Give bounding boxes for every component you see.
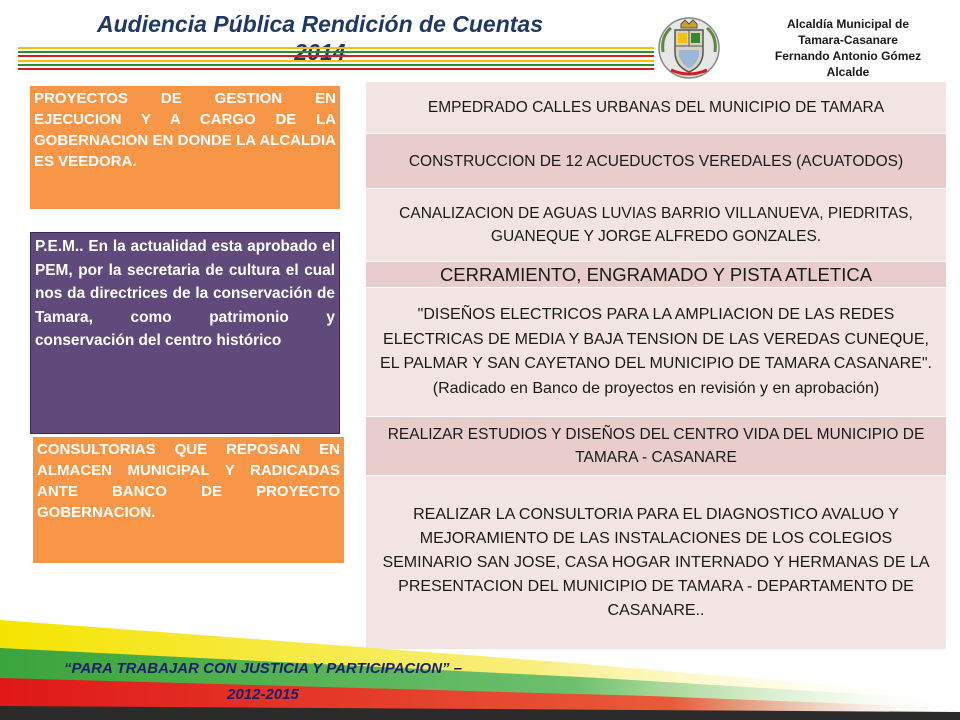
table-row: CANALIZACION DE AGUAS LUVIAS BARRIO VILLANUEVA, PIEDRITAS, GUANEQUE Y JORGE ALFREDO GONZALES. [366,189,946,262]
motto-line-1: “PARA TRABAJAR CON JUSTICIA Y PARTICIPACION” – [63,660,463,677]
org-line-4: Alcalde [826,65,870,79]
table-row: "DISEÑOS ELECTRICOS PARA LA AMPLIACION DE LAS REDES ELECTRICAS DE MEDIA Y BAJA TENSION DE LAS VEREDAS CUNEQUE, EL PALMAR Y SAN CAYETANO DEL MUNICIPIO DE TAMARA CASANARE". (Radicado en Banco de proyectos en revisión y en aprobación) [366,288,946,417]
stripe-yellow [18,47,654,49]
table-row: REALIZAR LA CONSULTORIA PARA EL DIAGNOSTICO AVALUO Y MEJORAMIENTO DE LAS INSTALACIONES DE LOS COLEGIOS SEMINARIO SAN JOSE, CASA HOGAR INTERNADO Y HERMANAS DE LA PRESENTACION DEL MUNICIPIO DE TAMARA - DEPARTAMENTO DE CASANARE.. [366,476,946,650]
gobernacion-projects-box: PROYECTOS DE GESTION EN EJECUCION Y A CARGO DE LA GOBERNACION EN DONDE LA ALCALDIA ES VEEDORA. [30,86,340,209]
footer-motto [8,656,518,708]
municipality-header [748,16,948,80]
page-title [40,10,600,66]
motto-line-2: 2012-2015 [227,686,299,703]
table-row: CERRAMIENTO, ENGRAMADO Y PISTA ATLETICA [366,262,946,288]
stripe-green [18,64,654,66]
projects-table [366,82,946,650]
stripe-green [18,51,654,53]
table-row: REALIZAR ESTUDIOS Y DISEÑOS DEL CENTRO VIDA DEL MUNICIPIO DE TAMARA - CASANARE [366,417,946,476]
pem-box: P.E.M.. En la actualidad esta aprobado el PEM, por la secretaria de cultura el cual nos da directrices de la conservación de Tamara, como patrimonio y conservación del centro histórico [30,232,340,434]
municipal-coat-of-arms-icon [657,16,721,80]
stripe-red [18,55,654,57]
org-line-2: Tamara-Casanare [798,33,898,47]
title-line-1: Audiencia Pública Rendición de Cuentas [96,11,544,37]
stripe-yellow [18,60,654,62]
table-row: EMPEDRADO CALLES URBANAS DEL MUNICIPIO DE TAMARA [366,82,946,134]
stripe-red [18,68,654,70]
org-line-3: Fernando Antonio Gómez [774,49,922,63]
org-line-1: Alcaldía Municipal de [786,17,910,31]
table-row: CONSTRUCCION DE 12 ACUEDUCTOS VEREDALES (ACUATODOS) [366,134,946,189]
consultorias-box: CONSULTORIAS QUE REPOSAN EN ALMACEN MUNICIPAL Y RADICADAS ANTE BANCO DE PROYECTO GOBERNACION. [33,437,344,563]
